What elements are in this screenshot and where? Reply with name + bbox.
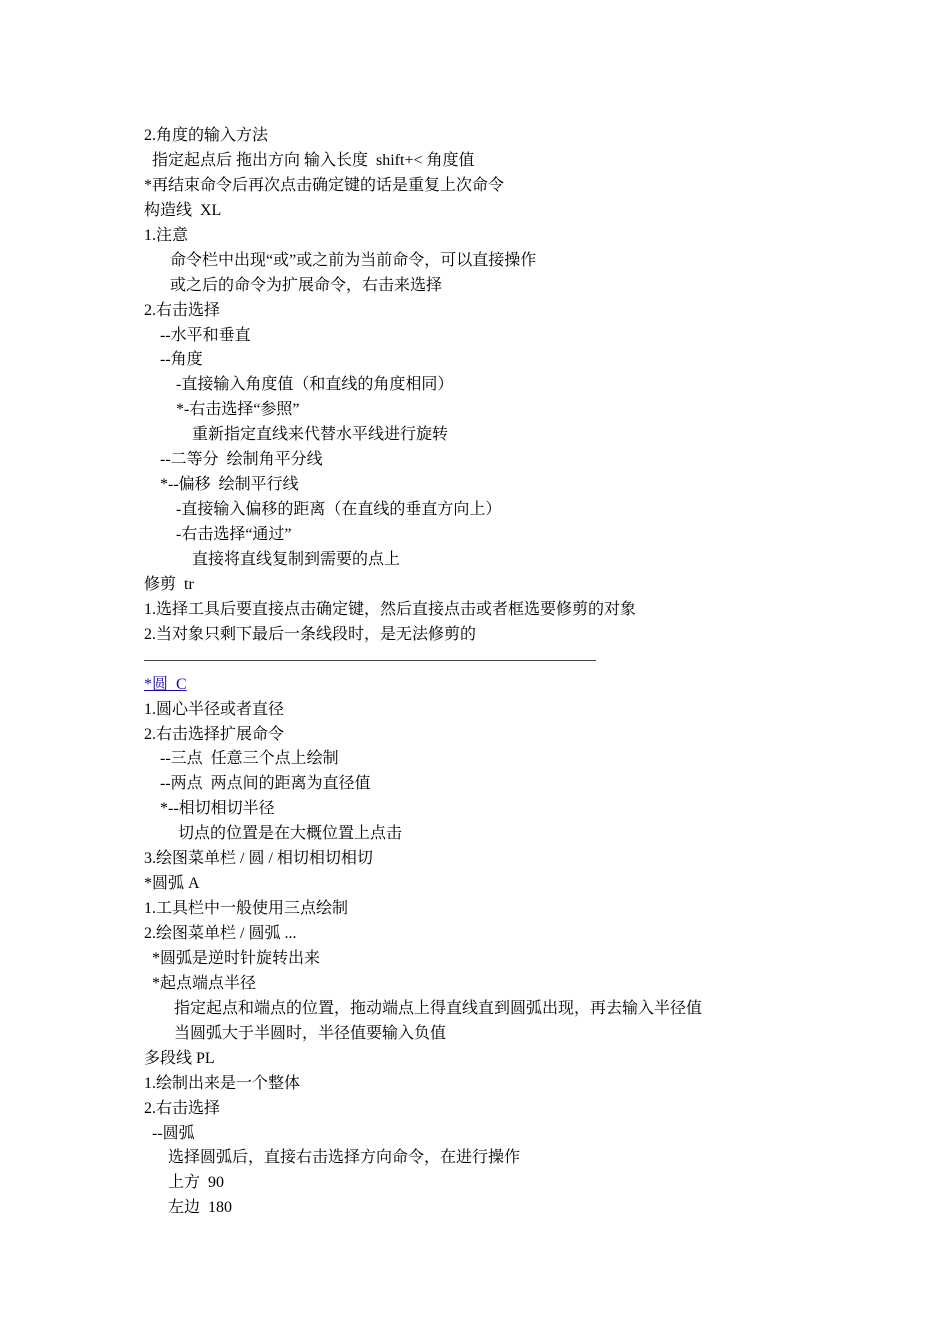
line-text: 切点的位置是在大概位置上点击 — [178, 825, 403, 843]
text-line — [0, 598, 950, 623]
line-text: 2.角度的输入方法 — [144, 127, 269, 144]
line-text: --圆弧 — [152, 1124, 195, 1142]
line-text: --水平和垂直 — [160, 326, 251, 344]
line-text: -右击选择“通过” — [176, 526, 292, 543]
text-line — [0, 498, 950, 523]
text-line — [0, 423, 950, 448]
text-line — [0, 548, 950, 573]
text-line — [0, 847, 950, 872]
text-line — [0, 174, 950, 199]
text-line — [0, 1097, 950, 1122]
line-text: *再结束命令后再次点击确定键的话是重复上次命令 — [144, 176, 505, 194]
line-text: *--偏移 绘制平行线 — [160, 476, 299, 494]
line-text: 当圆弧大于半圆时，半径值要输入负值 — [174, 1024, 447, 1042]
line-text: 1.注意 — [144, 226, 189, 244]
line-text: --两点 两点间的距离为直径值 — [160, 775, 371, 793]
line-text: 选择圆弧后，直接右击选择方向命令，在进行操作 — [168, 1149, 521, 1167]
line-text: -直接输入角度值（和直线的角度相同） — [176, 376, 454, 394]
line-text: 2.右击选择 — [144, 301, 221, 319]
line-text: *--相切相切半径 — [160, 800, 275, 818]
text-line — [0, 124, 950, 149]
line-text: --三点 任意三个点上绘制 — [160, 750, 339, 768]
line-text: 2.右击选择扩展命令 — [144, 725, 285, 743]
text-line — [0, 573, 950, 598]
line-text: --角度 — [160, 351, 203, 369]
text-line — [0, 473, 950, 498]
line-text: 直接将直线复制到需要的点上 — [192, 550, 401, 568]
text-line — [0, 249, 950, 274]
text-line — [0, 772, 950, 797]
line-text: 1.工具栏中一般使用三点绘制 — [144, 900, 349, 918]
line-text: 或之后的命令为扩展命令，右击来选择 — [170, 276, 443, 294]
text-line — [0, 972, 950, 997]
line-text: 修剪 tr — [144, 575, 194, 593]
line-text: 上方 90 — [168, 1174, 225, 1192]
text-line — [0, 373, 950, 398]
text-line — [0, 1072, 950, 1097]
line-text: 左边 180 — [168, 1199, 233, 1217]
rule-line — [144, 648, 596, 661]
text-line — [0, 723, 950, 748]
text-line — [0, 897, 950, 922]
line-text: -直接输入偏移的距离（在直线的垂直方向上） — [176, 501, 502, 519]
text-line — [0, 348, 950, 373]
text-line — [0, 872, 950, 897]
text-line — [0, 797, 950, 822]
text-line — [0, 1122, 950, 1147]
text-line — [0, 1171, 950, 1196]
line-text: 指定起点后 拖出方向 输入长度 shift+< 角度值 — [152, 151, 475, 169]
heading-link[interactable] — [0, 673, 950, 698]
line-text: 命令栏中出现“或”或之前为当前命令，可以直接操作 — [170, 251, 537, 269]
line-text: *-右击选择“参照” — [176, 401, 300, 419]
text-line — [0, 1047, 950, 1072]
text-line — [0, 523, 950, 548]
text-line — [0, 623, 950, 648]
text-line — [0, 398, 950, 423]
text-line — [0, 997, 950, 1022]
text-line — [0, 922, 950, 947]
text-line — [0, 274, 950, 299]
text-line — [0, 149, 950, 174]
text-line — [0, 1196, 950, 1221]
text-line — [0, 324, 950, 349]
text-line — [0, 747, 950, 772]
line-text: *圆弧 A — [144, 875, 200, 893]
line-text: 2.右击选择 — [144, 1099, 221, 1117]
text-line — [0, 698, 950, 723]
text-line — [0, 1022, 950, 1047]
text-line — [0, 199, 950, 224]
line-text: 3.绘图菜单栏 / 圆 / 相切相切相切 — [144, 850, 373, 868]
line-text: 1.绘制出来是一个整体 — [144, 1074, 301, 1092]
line-text: 指定起点和端点的位置，拖动端点上得直线直到圆弧出现，再去输入半径值 — [174, 999, 703, 1017]
document-body — [0, 124, 950, 1221]
line-text: 2.绘图菜单栏 / 圆弧 ... — [144, 925, 297, 942]
text-line — [0, 1146, 950, 1171]
line-text: *圆弧是逆时针旋转出来 — [152, 949, 321, 967]
text-line — [0, 947, 950, 972]
line-text: 多段线 PL — [144, 1049, 215, 1067]
horizontal-rule — [0, 648, 950, 673]
line-text: 1.选择工具后要直接点击确定键，然后直接点击或者框选要修剪的对象 — [144, 600, 637, 618]
text-line — [0, 822, 950, 847]
line-text: *起点端点半径 — [152, 974, 257, 992]
line-text: 2.当对象只剩下最后一条线段时，是无法修剪的 — [144, 625, 477, 643]
line-text: 重新指定直线来代替水平线进行旋转 — [192, 426, 449, 444]
text-line — [0, 448, 950, 473]
line-text: --二等分 绘制角平分线 — [160, 451, 323, 469]
text-line — [0, 224, 950, 249]
text-line — [0, 299, 950, 324]
line-text: 构造线 XL — [144, 201, 222, 219]
line-text: 1.圆心半径或者直径 — [144, 700, 285, 718]
line-text[interactable]: *圆 C — [144, 675, 187, 693]
